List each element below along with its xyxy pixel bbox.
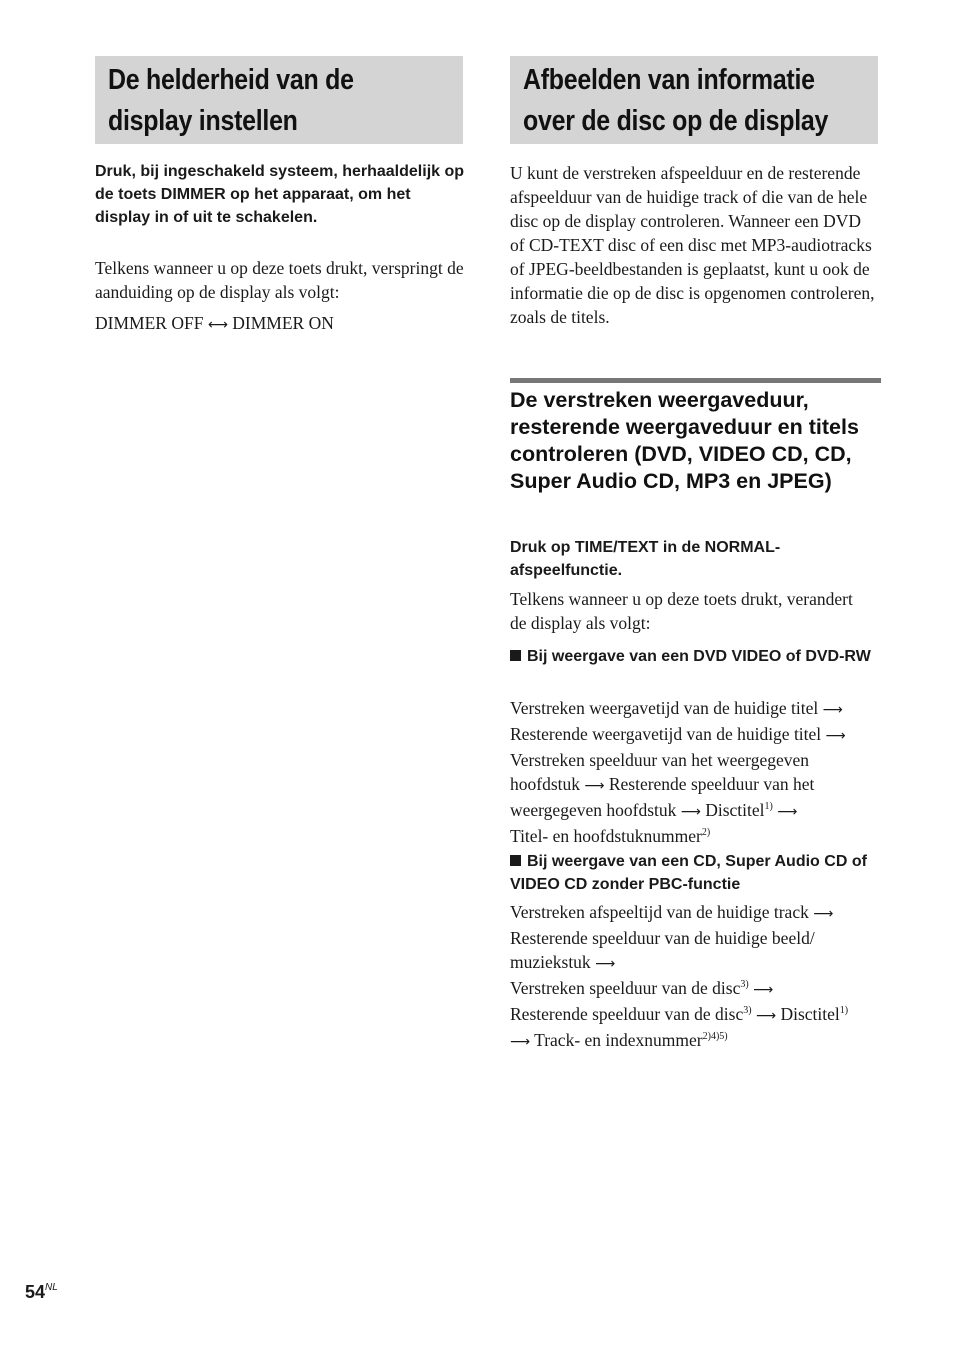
left-instruction: Druk, bij ingeschakeld systeem, herhaaldelijk op de toets DIMMER op het apparaat, om het display in of uit te schakelen. <box>95 163 465 226</box>
dimmer-sequence: DIMMER OFF ⟷ DIMMER ON <box>95 313 334 333</box>
left-body: Telkens wanneer u op deze toets drukt, verspringt de aanduiding op de display als volgt: <box>95 258 464 302</box>
section-rule <box>510 378 881 383</box>
square-bullet-icon <box>510 855 521 866</box>
right-body: Telkens wanneer u op deze toets drukt, verandert de display als volgt: <box>510 589 853 633</box>
section2-heading: Bij weergave van een CD, Super Audio CD of VIDEO CD zonder PBC-functie <box>510 853 867 893</box>
page-number: $54^{NL}$ <box>25 1282 58 1302</box>
left-title: De helderheid van de display instellen <box>108 64 354 137</box>
right-title-box <box>510 56 878 144</box>
square-bullet-icon <box>510 650 521 661</box>
left-title-box <box>95 56 463 144</box>
section1-sequence: Verstreken weergavetijd van de huidige titel ⟶ Resterende weergavetijd van de huidige titel ⟶ Verstreken speelduur van het weergegeven hoofdstuk ⟶ Resterende speelduur van het weergegeven hoofdstuk ⟶ Disctitel$^{1)}$ ⟶ Titel- en hoofdstuknummer$^{2)}$ <box>510 698 846 846</box>
section1-heading: Bij weergave van een DVD VIDEO of DVD-RW <box>510 645 880 668</box>
right-intro: U kunt de verstreken afspeelduur en de resterende afspeelduur van de huidige track of die van de hele disc op de display controleren. Wanneer een DVD of CD-TEXT disc of een disc met MP3-audiotracks of JPEG-beeldbestanden is geplaatst, kunt u ook de informatie die op de disc is opgenomen controleren, zoals de titels. <box>510 163 875 327</box>
right-subheading: De verstreken weergaveduur, resterende weergaveduur en titels controleren (DVD, VIDEO CD, CD, Super Audio CD, MP3 en JPEG) <box>510 388 859 493</box>
double-arrow-icon: ⟷ <box>207 317 228 333</box>
right-instruction: Druk op TIME/TEXT in de NORMAL-afspeelfunctie. <box>510 539 781 579</box>
right-title: Afbeelden van informatie over de disc op de display <box>523 64 829 137</box>
section2-sequence: Verstreken afspeeltijd van de huidige track ⟶ Resterende speelduur van de huidige beeld/ muziekstuk ⟶ Verstreken speelduur van de disc$^{3)}$ ⟶ Resterende speelduur van de disc$^{3)}$ ⟶ Disctitel$^{1)}$ ⟶ Track- en indexnummer$^{2)4)5)}$ <box>510 902 849 1050</box>
